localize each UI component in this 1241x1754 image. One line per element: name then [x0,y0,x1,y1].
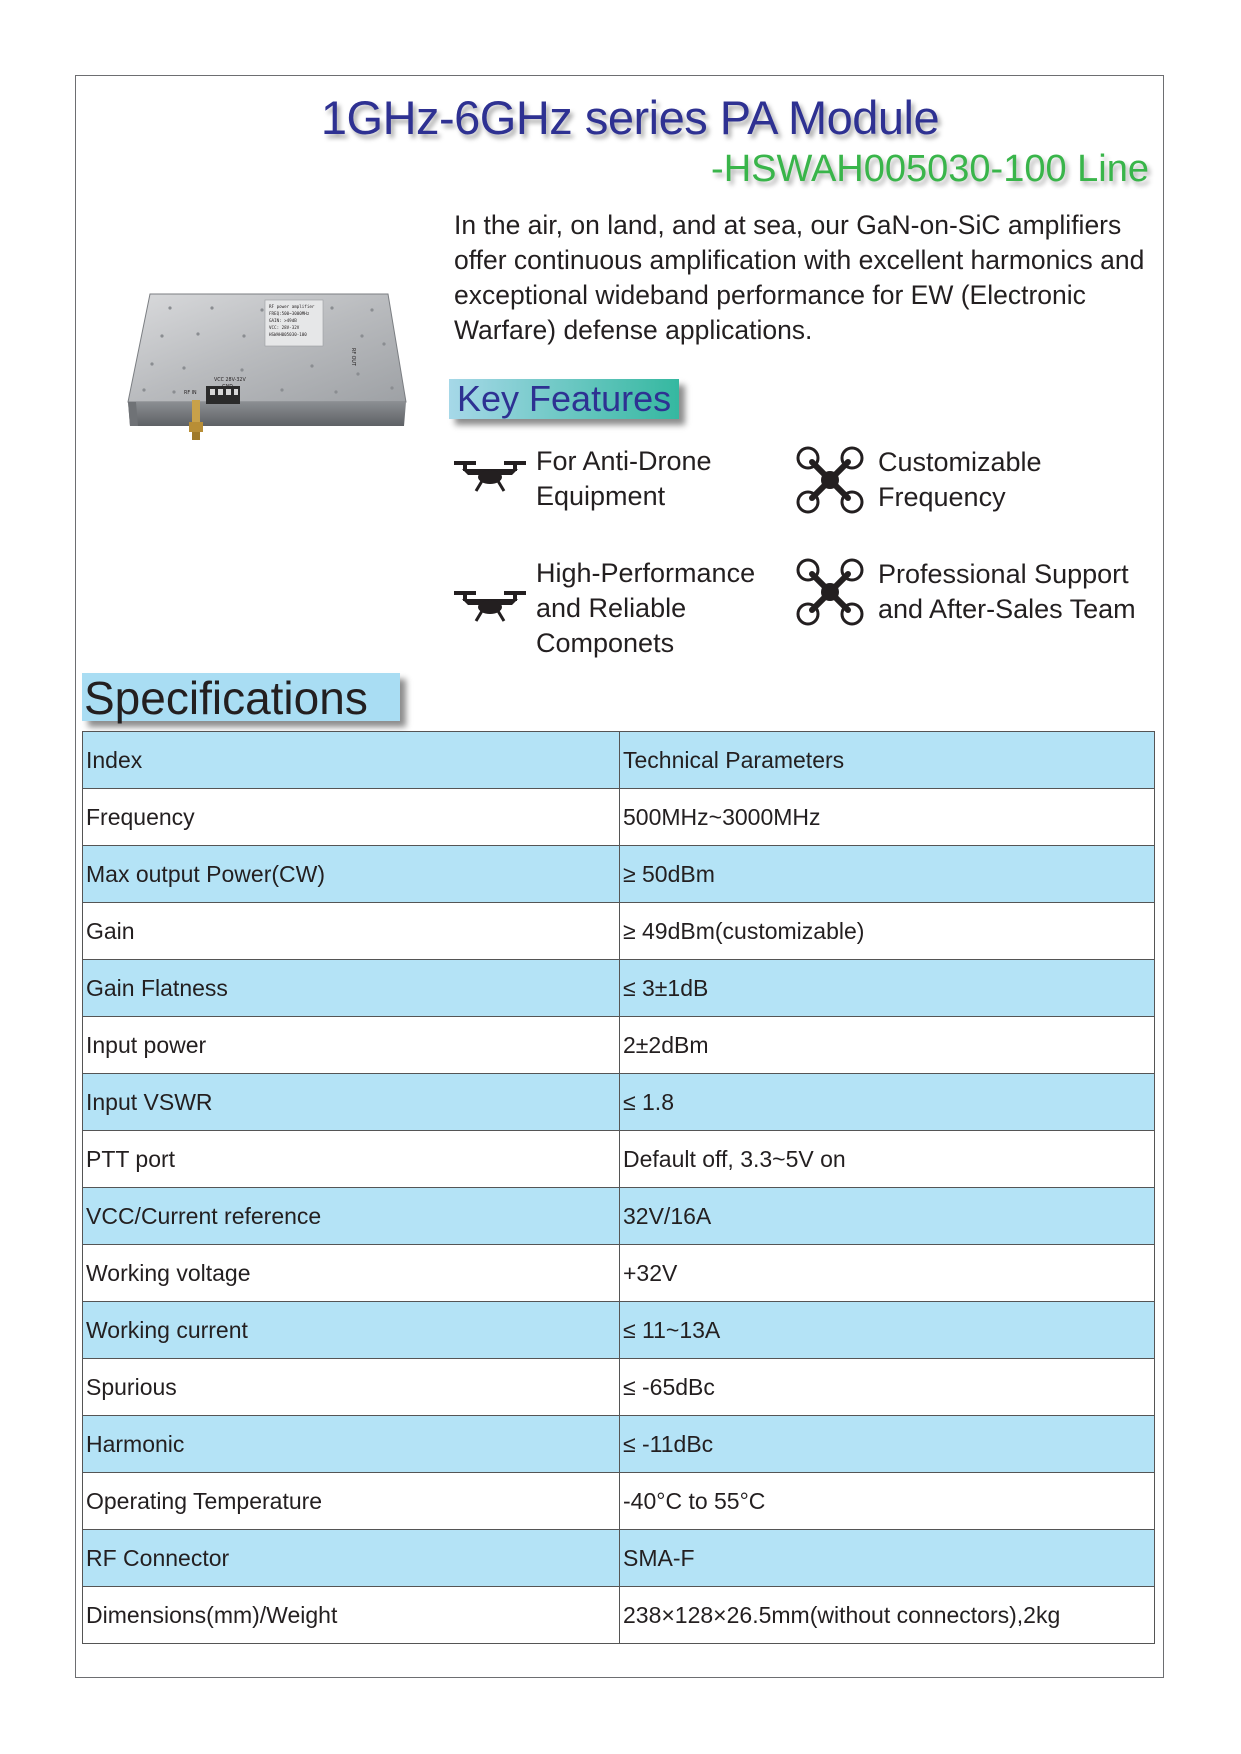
table-cell: ≥ 49dBm(customizable) [620,903,1155,960]
table-cell: Input VSWR [83,1074,620,1131]
table-cell: Gain [83,903,620,960]
table-cell: Max output Power(CW) [83,846,620,903]
table-cell: Operating Temperature [83,1473,620,1530]
drone-icon [452,451,528,507]
rf-in-label: RF IN [184,391,197,396]
table-cell: 500MHz~3000MHz [620,789,1155,846]
table-row [83,1017,1155,1074]
feature-item [452,556,796,661]
table-row [83,960,1155,1017]
table-cell: ≤ -65dBc [620,1359,1155,1416]
table-cell: Working voltage [83,1245,620,1302]
table-row [83,1416,1155,1473]
vcc-label: VCC 28V-32V [214,378,246,383]
table-cell: Working current [83,1302,620,1359]
specifications-heading: Specifications [82,673,400,721]
table-cell: VCC/Current reference [83,1188,620,1245]
key-features-heading: Key Features [449,379,679,419]
table-row [83,1245,1155,1302]
page-title: 1GHz-6GHz series PA Module [320,91,940,144]
table-cell: Input power [83,1017,620,1074]
feature-item [452,444,736,514]
table-row [83,789,1155,846]
drone-icon [452,581,528,637]
table-cell: ≥ 50dBm [620,846,1155,903]
product-label-line: RF power amplifier [269,304,315,309]
quadcopter-icon [794,444,866,516]
feature-item [794,444,1158,516]
feature-item [794,556,1168,628]
feature-text: Professional Support and After-Sales Team [878,559,1136,624]
table-row [83,1302,1155,1359]
table-cell: Frequency [83,789,620,846]
rf-out-label: RF OUT [350,348,355,366]
product-label-line: HSWAH005030-100 [269,332,307,337]
table-cell: PTT port [83,1131,620,1188]
feature-text: High-Performance and Reliable Componets [536,558,756,658]
table-cell: Gain Flatness [83,960,620,1017]
table-row [83,1074,1155,1131]
product-image [122,286,412,476]
table-cell: Harmonic [83,1416,620,1473]
table-row [83,1587,1155,1644]
table-cell: ≤ 3±1dB [620,960,1155,1017]
table-row [83,1188,1155,1245]
table-cell: ≤ -11dBc [620,1416,1155,1473]
table-cell: RF Connector [83,1530,620,1587]
table-header-cell: Technical Parameters [620,732,1155,789]
feature-text: Customizable Frequency [878,447,1042,512]
table-cell: ≤ 11~13A [620,1302,1155,1359]
table-row [83,903,1155,960]
table-header-row [83,732,1155,789]
table-row [83,1530,1155,1587]
quadcopter-icon [794,556,866,628]
table-cell: ≤ 1.8 [620,1074,1155,1131]
intro-paragraph: In the air, on land, and at sea, our GaN-on-SiC amplifiers offer continuous amplification with excellent harmonics and exceptional wideband performance for EW (Electronic Warfare) defense applications. [454,210,1145,345]
table-cell: -40°C to 55°C [620,1473,1155,1530]
table-cell: 238×128×26.5mm(without connectors),2kg [620,1587,1155,1644]
table-row [83,846,1155,903]
specifications-table [82,731,1155,1644]
table-cell: Spurious [83,1359,620,1416]
product-label-line: GAIN: >49dB [269,318,297,323]
table-cell: Dimensions(mm)/Weight [83,1587,620,1644]
table-cell: 32V/16A [620,1188,1155,1245]
feature-text: For Anti-Drone Equipment [536,446,712,511]
table-header-cell: Index [83,732,620,789]
page-subtitle: -HSWAH005030-100 Line [711,148,1149,190]
product-label-line: FREQ:500~3000MHz [269,311,310,316]
table-row [83,1131,1155,1188]
table-cell: 2±2dBm [620,1017,1155,1074]
table-cell: +32V [620,1245,1155,1302]
table-cell: Default off, 3.3~5V on [620,1131,1155,1188]
product-label-line: VCC: 28V-32V [269,325,300,330]
table-row [83,1473,1155,1530]
table-row [83,1359,1155,1416]
table-cell: SMA-F [620,1530,1155,1587]
